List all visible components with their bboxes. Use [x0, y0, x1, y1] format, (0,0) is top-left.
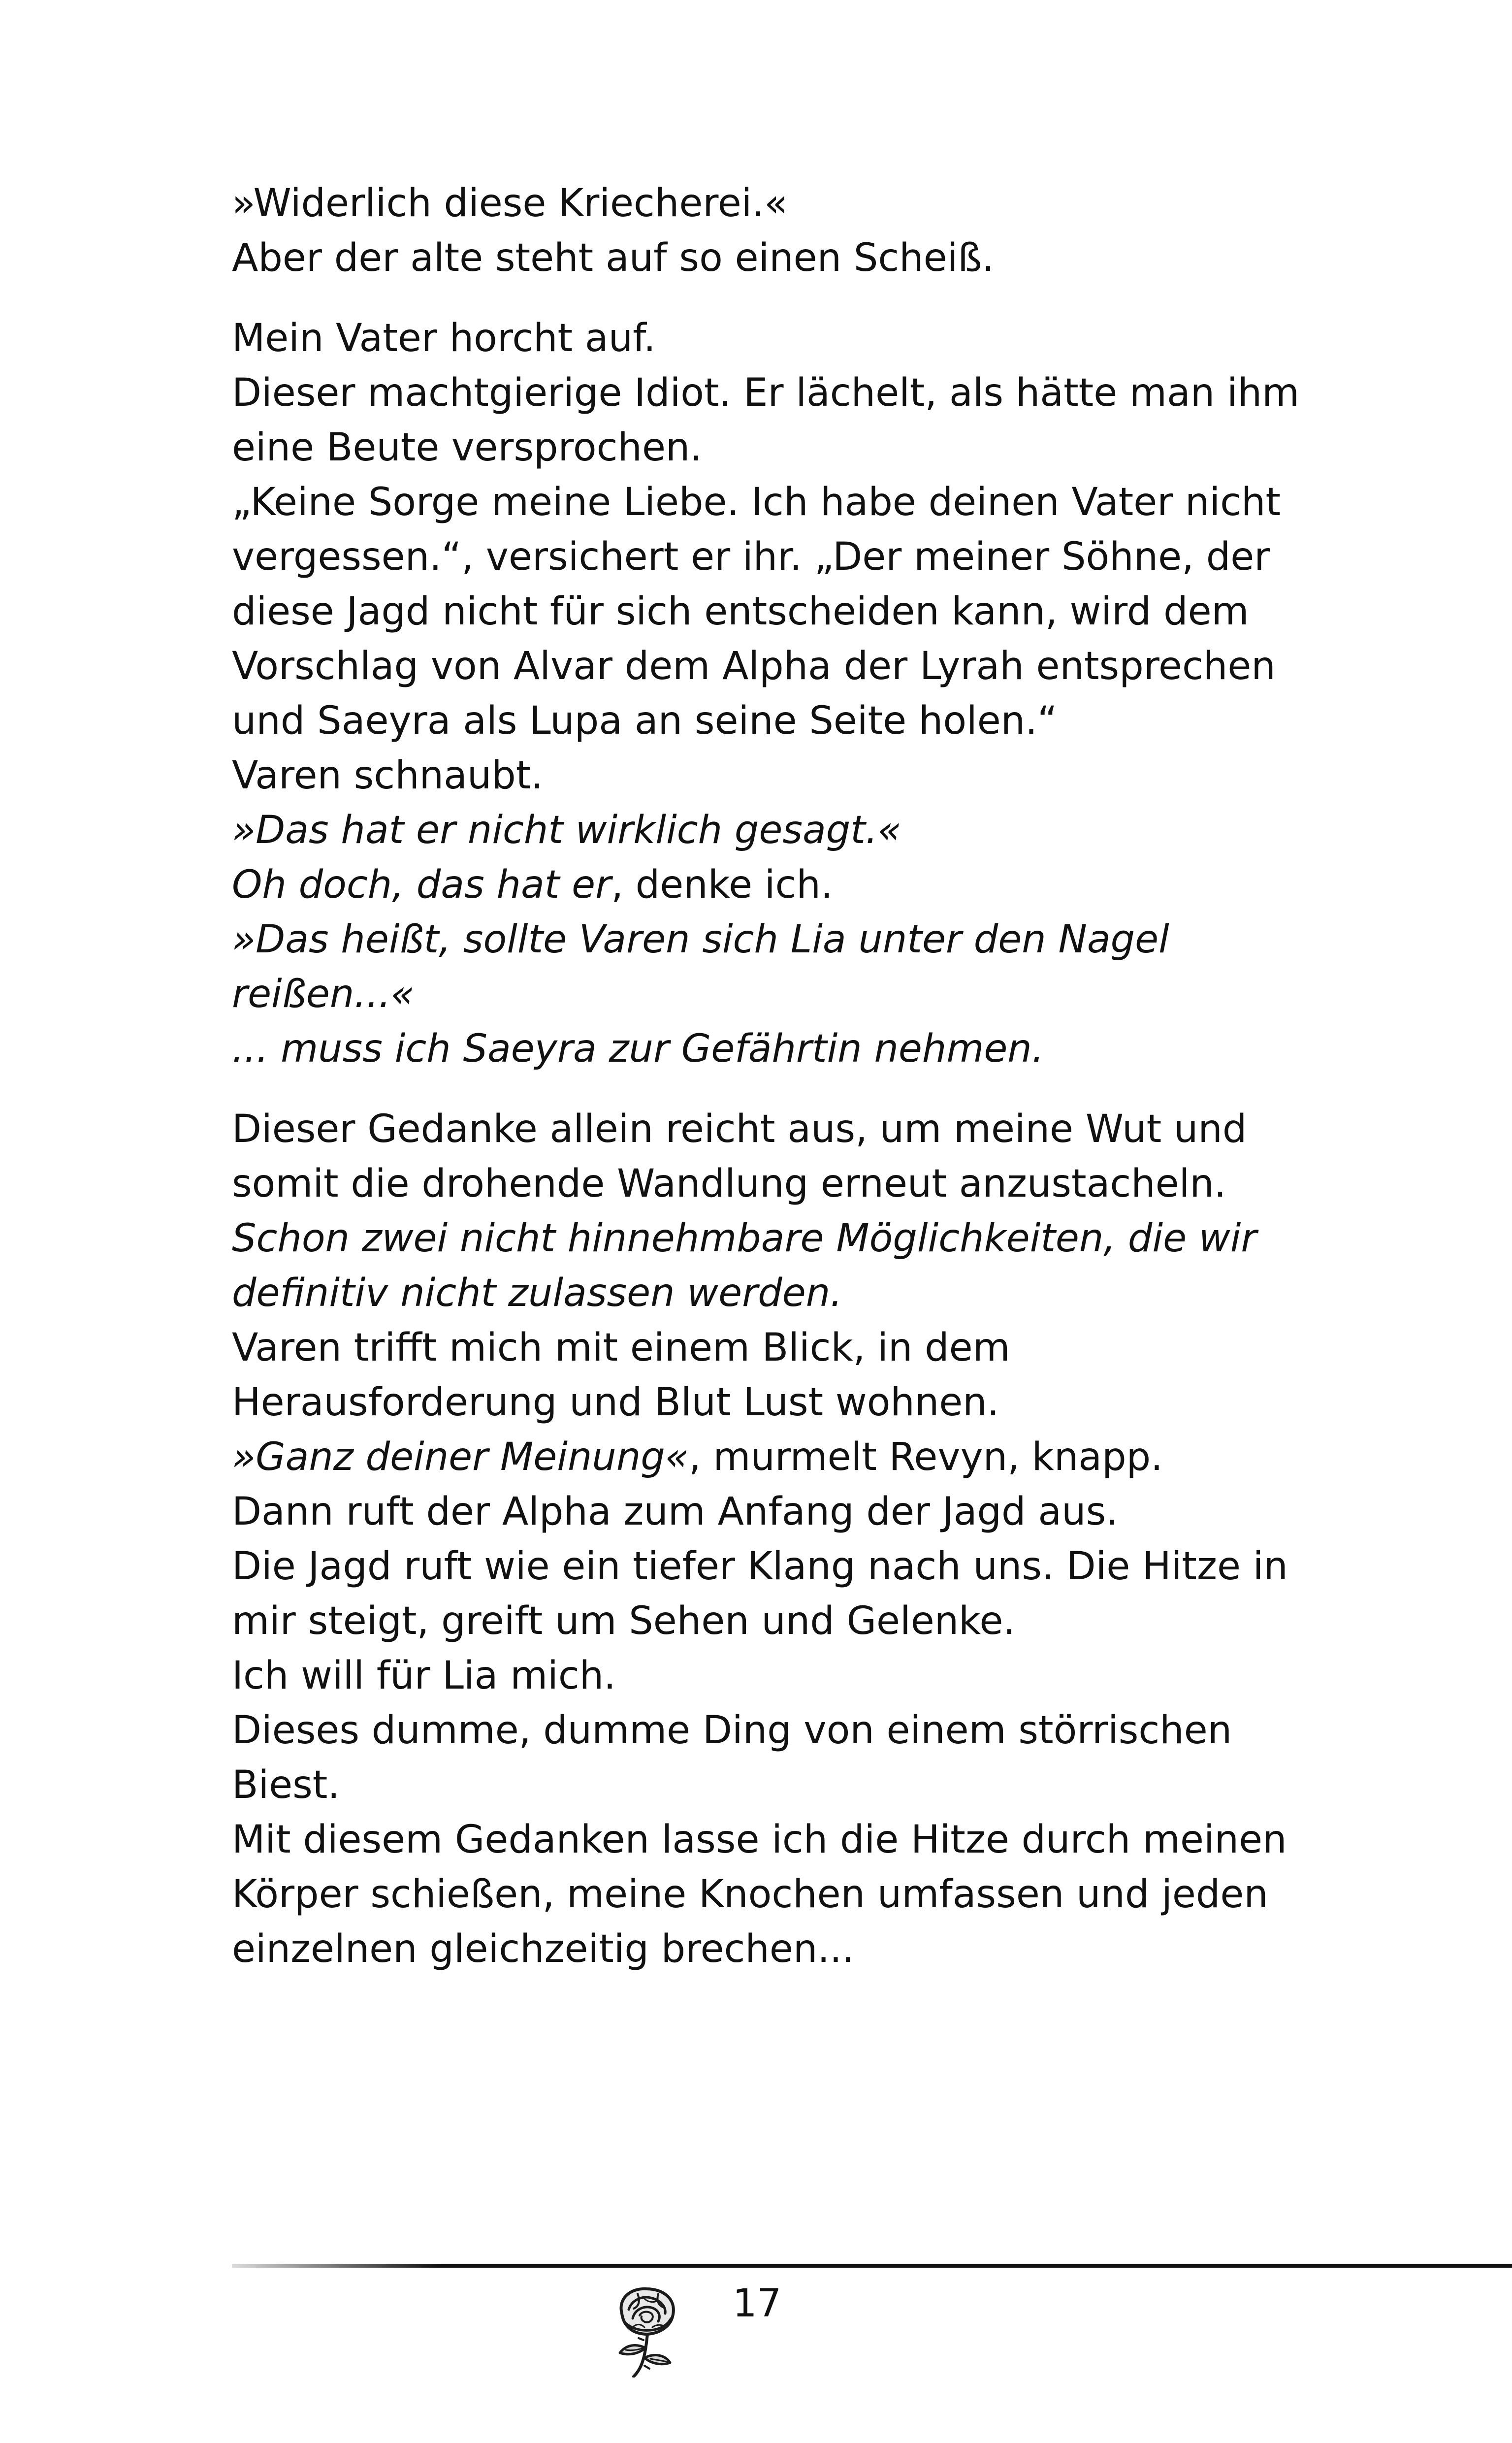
text-line: [232, 1102, 1290, 1157]
italic-text-segment: reißen...«: [232, 972, 415, 1016]
text-line: [232, 1649, 1290, 1703]
paragraph-gap: [232, 1076, 1290, 1102]
text-line: [232, 176, 1290, 231]
text-segment: und Saeyra als Lupa an seine Seite holen.“: [232, 699, 1058, 743]
text-segment: Mein Vater horcht auf.: [232, 316, 656, 360]
text-line: [232, 1211, 1290, 1266]
text-line: [232, 1867, 1290, 1922]
italic-text-segment: »Ganz deiner Meinung«: [232, 1435, 689, 1479]
text-line: [232, 421, 1290, 475]
text-line: [232, 912, 1290, 967]
text-line: [232, 749, 1290, 803]
page-body-text: [232, 176, 1300, 1977]
text-segment: , denke ich.: [611, 863, 833, 907]
text-segment: „Keine Sorge meine Liebe. Ich habe deinen Vater nicht: [232, 480, 1281, 524]
text-segment: Aber der alte steht auf so einen Scheiß.: [232, 236, 995, 280]
text-segment: Varen trifft mich mit einem Blick, in dem: [232, 1326, 1010, 1370]
text-segment: Körper schießen, meine Knochen umfassen und jeden: [232, 1872, 1268, 1917]
text-line: [232, 366, 1300, 421]
paragraph-gap: [232, 286, 1290, 311]
text-line: [232, 530, 1290, 585]
text-segment: Die Jagd ruft wie ein tiefer Klang nach uns. Die Hitze in: [232, 1544, 1288, 1589]
text-segment: Ich will für Lia mich.: [232, 1654, 616, 1698]
text-segment: Dieser Gedanke allein reicht aus, um meine Wut und: [232, 1107, 1247, 1151]
text-segment: somit die drohende Wandlung erneut anzustacheln.: [232, 1162, 1226, 1206]
italic-text-segment: Oh doch, das hat er: [232, 863, 611, 907]
text-segment: »Widerlich diese Kriecherei.«: [232, 181, 788, 226]
text-segment: diese Jagd nicht für sich entscheiden kann, wird dem: [232, 589, 1249, 634]
text-line: [232, 1375, 1290, 1430]
text-line: [232, 1758, 1290, 1813]
text-segment: Dieser machtgierige Idiot. Er lächelt, als hätte man ihm: [232, 371, 1300, 415]
text-segment: eine Beute versprochen.: [232, 425, 703, 470]
text-line: [232, 1157, 1290, 1211]
rose-icon: [603, 2279, 692, 2378]
text-segment: Vorschlag von Alvar dem Alpha der Lyrah entsprechen: [232, 644, 1276, 688]
text-segment: einzelnen gleichzeitig brechen...: [232, 1927, 854, 1971]
text-segment: vergessen.“, versichert er ihr. „Der meiner Söhne, der: [232, 535, 1270, 579]
text-segment: Mit diesem Gedanken lasse ich die Hitze durch meinen: [232, 1818, 1287, 1862]
text-line: [232, 311, 1290, 366]
italic-text-segment: ... muss ich Saeyra zur Gefährtin nehmen.: [232, 1027, 1044, 1071]
text-segment: Dieses dumme, dumme Ding von einem störrischen: [232, 1708, 1232, 1753]
text-line: [232, 1594, 1290, 1649]
text-line: [232, 1430, 1290, 1485]
text-line: [232, 1022, 1290, 1076]
text-line: [232, 1813, 1290, 1867]
text-segment: Herausforderung und Blut Lust wohnen.: [232, 1380, 999, 1425]
text-line: [232, 694, 1290, 749]
text-line: [232, 1321, 1290, 1375]
text-line: [232, 858, 1290, 912]
text-line: [232, 1703, 1290, 1758]
text-line: [232, 475, 1290, 530]
text-line: [232, 1266, 1290, 1321]
italic-text-segment: Schon zwei nicht hinnehmbare Möglichkeiten, die wir: [232, 1216, 1257, 1261]
text-line: [232, 231, 1290, 286]
text-segment: Dann ruft der Alpha zum Anfang der Jagd aus.: [232, 1490, 1119, 1534]
text-segment: Varen schnaubt.: [232, 753, 544, 798]
text-segment: , murmelt Revyn, knapp.: [688, 1435, 1163, 1479]
text-line: [232, 1922, 1290, 1977]
page-number: 17: [733, 2281, 782, 2326]
italic-text-segment: »Das heißt, sollte Varen sich Lia unter den Nagel: [232, 917, 1169, 962]
text-line: [232, 967, 1290, 1022]
italic-text-segment: »Das hat er nicht wirklich gesagt.«: [232, 808, 901, 852]
text-line: [232, 585, 1290, 639]
text-segment: Biest.: [232, 1763, 340, 1807]
text-line: [232, 1539, 1290, 1594]
italic-text-segment: definitiv nicht zulassen werden.: [232, 1271, 842, 1315]
text-line: [232, 639, 1290, 694]
text-line: [232, 1485, 1290, 1539]
footer-rule: [232, 2264, 1512, 2268]
text-segment: mir steigt, greift um Sehen und Gelenke.: [232, 1599, 1016, 1643]
text-line: [232, 803, 1290, 858]
